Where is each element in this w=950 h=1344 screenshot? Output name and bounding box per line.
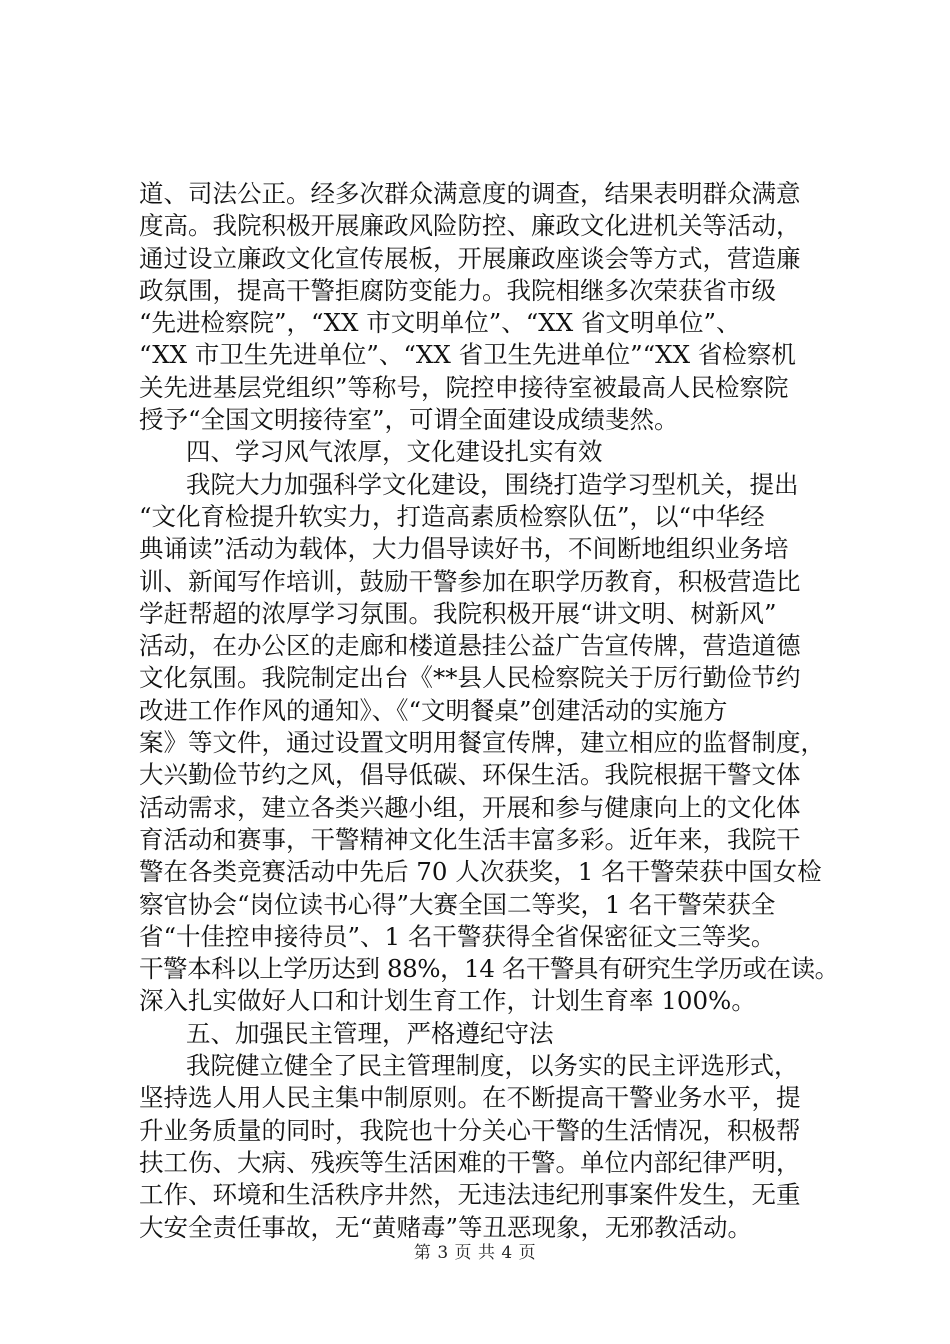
- text-line: 警在各类竞赛活动中先后 70 人次获奖，1 名干警荣获中国女检: [139, 857, 822, 887]
- text-line: 大兴勤俭节约之风，倡导低碳、环保生活。我院根据干警文体: [139, 760, 801, 790]
- text-line: 训、新闻写作培训，鼓励干警参加在职学历教育，积极营造比: [139, 566, 801, 596]
- text-line: 典诵读”活动为载体，大力倡导读好书，不间断地组织业务培: [139, 534, 789, 564]
- text-line: 案》等文件，通过设置文明用餐宣传牌，建立相应的监督制度，: [139, 728, 825, 758]
- text-line: 我院大力加强科学文化建设，围绕打造学习型机关，提出: [186, 469, 799, 499]
- text-line: 工作、环境和生活秩序井然，无违法违纪刑事案件发生，无重: [139, 1180, 801, 1210]
- text-line: 政氛围，提高干警拒腐防变能力。我院相继多次荣获省市级: [139, 275, 776, 305]
- text-line: 升业务质量的同时，我院也十分关心干警的生活情况，积极帮: [139, 1115, 801, 1145]
- text-line: 通过设立廉政文化宣传展板，开展廉政座谈会等方式，营造廉: [139, 243, 801, 273]
- section-heading: 五、加强民主管理，严格遵纪守法: [186, 1018, 554, 1048]
- text-line: 干警本科以上学历达到 88%，14 名干警具有研究生学历或在读。: [139, 954, 839, 984]
- text-line: 活动，在办公区的走廊和楼道悬挂公益广告宣传牌，营造道德: [139, 631, 801, 661]
- page-footer: 第 3 页 共 4 页: [413, 1243, 537, 1263]
- text-line: 关先进基层党组织”等称号，院控申接待室被最高人民检察院: [139, 372, 789, 402]
- text-line: “文化育检提升软实力，打造高素质检察队伍”，以“中华经: [139, 501, 765, 531]
- text-line: 大安全责任事故，无“黄赌毒”等丑恶现象，无邪教活动。: [139, 1212, 753, 1242]
- section-heading: 四、学习风气浓厚，文化建设扎实有效: [186, 437, 603, 467]
- text-line: 察官协会“岗位读书心得”大赛全国二等奖，1 名干警荣获全: [139, 889, 776, 919]
- text-line: 学赶帮超的浓厚学习氛围。我院积极开展“讲文明、树新风”: [139, 598, 777, 628]
- text-line: 度高。我院积极开展廉政风险防控、廉政文化进机关等活动，: [139, 211, 801, 241]
- text-line: “先进检察院”，“XX 市文明单位”、“XX 省文明单位”、: [139, 308, 741, 338]
- text-line: 省“十佳控申接待员”、1 名干警获得全省保密征文三等奖。: [139, 921, 776, 951]
- text-line: 坚持选人用人民主集中制原则。在不断提高干警业务水平，提: [139, 1083, 801, 1113]
- text-line: “XX 市卫生先进单位”、“XX 省卫生先进单位”“XX 省检察机: [139, 340, 796, 370]
- text-line: 授予“全国文明接待室”，可谓全面建设成绩斐然。: [139, 405, 679, 435]
- document-body: [139, 178, 839, 1244]
- text-line: 育活动和赛事，干警精神文化生活丰富多彩。近年来，我院干: [139, 824, 801, 854]
- text-line: 改进工作作风的通知》、《“文明餐桌”创建活动的实施方: [139, 695, 728, 725]
- text-line: 道、司法公正。经多次群众满意度的调查，结果表明群众满意: [139, 179, 801, 208]
- text-line: 深入扎实做好人口和计划生育工作，计划生育率 100%。: [139, 986, 756, 1016]
- text-line: 扶工伤、大病、残疾等生活困难的干警。单位内部纪律严明，: [139, 1147, 801, 1177]
- text-line: 活动需求，建立各类兴趣小组，开展和参与健康向上的文化体: [139, 792, 801, 822]
- text-line: 我院健立健全了民主管理制度，以务实的民主评选形式，: [186, 1051, 799, 1081]
- text-line: 文化氛围。我院制定出台《**县人民检察院关于厉行勤俭节约: [139, 663, 801, 693]
